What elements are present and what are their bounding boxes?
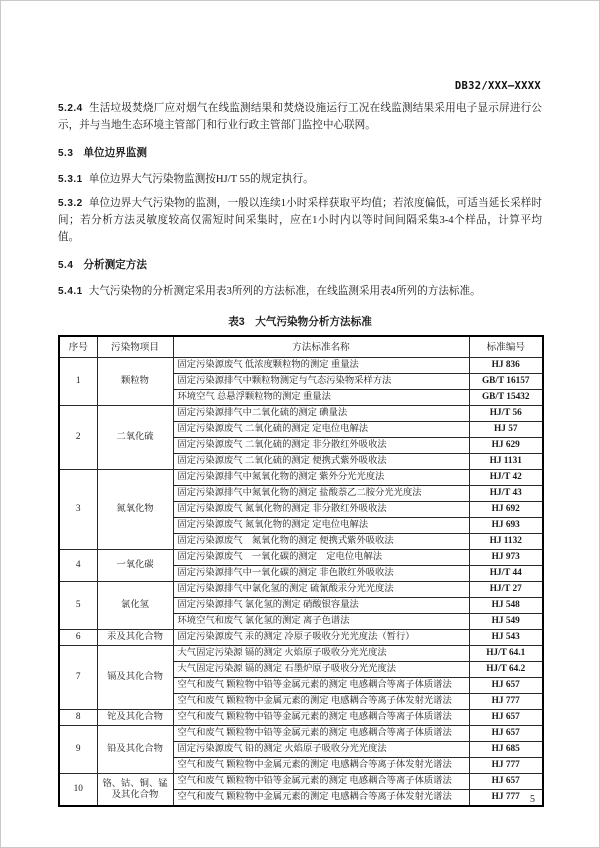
section-heading <box>58 145 542 162</box>
cell-method-name: 固定污染源废气 二氧化硫的测定 定电位电解法 <box>173 422 469 438</box>
cell-serial-number: 7 <box>59 646 97 710</box>
cell-serial-number: 10 <box>59 774 97 807</box>
cell-method-name: 固定污染源废气 低浓度颗粒物的测定 重量法 <box>173 358 469 374</box>
clause-number: 5.4 <box>58 260 74 271</box>
clause-number: 5.3 <box>58 148 74 159</box>
cell-method-name: 固定污染源废气 氮氧化物的测定 便携式紫外吸收法 <box>173 534 469 550</box>
cell-standard-code: HJ/T 44 <box>469 566 543 582</box>
cell-standard-code: HJ 777 <box>469 758 543 774</box>
clause-number: 5.4.1 <box>58 286 83 297</box>
clause-paragraph <box>58 171 542 188</box>
cell-method-name: 固定污染源废气 一氧化碳的测定 定电位电解法 <box>173 550 469 566</box>
cell-standard-code: HJ 836 <box>469 358 543 374</box>
cell-standard-code: HJ/T 64.2 <box>469 662 543 678</box>
cell-method-name: 固定污染源废气 二氧化硫的测定 非分散红外吸收法 <box>173 438 469 454</box>
cell-pollutant-name: 汞及其化合物 <box>97 630 173 646</box>
cell-method-name: 固定污染源废气 氮氧化物的测定 定电位电解法 <box>173 518 469 534</box>
cell-standard-code: GB/T 16157 <box>469 374 543 390</box>
table-row <box>59 726 543 742</box>
cell-method-name: 固定污染源废气 二氧化硫的测定 便携式紫外吸收法 <box>173 454 469 470</box>
section-heading <box>58 257 542 274</box>
cell-standard-code: HJ/T 56 <box>469 406 543 422</box>
cell-standard-code: HJ 777 <box>469 790 543 807</box>
document-body <box>58 100 542 807</box>
cell-method-name: 空气和废气 颗粒物中铅等金属元素的测定 电感耦合等离子体质谱法 <box>173 726 469 742</box>
clause-text: 单位边界监测 <box>83 147 147 159</box>
cell-standard-code: HJ 629 <box>469 438 543 454</box>
cell-pollutant-name: 一氧化碳 <box>97 550 173 582</box>
cell-method-name: 固定污染源排气中一氧化碳的测定 非色散红外吸收法 <box>173 566 469 582</box>
cell-standard-code: HJ 1132 <box>469 534 543 550</box>
cell-standard-code: HJ 1131 <box>469 454 543 470</box>
cell-standard-code: HJ 693 <box>469 518 543 534</box>
column-header-method: 方法标准名称 <box>173 336 469 358</box>
clause-text: 分析测定方法 <box>83 259 147 271</box>
cell-standard-code: HJ 657 <box>469 678 543 694</box>
cell-method-name: 空气和废气 颗粒物中铅等金属元素的测定 电感耦合等离子体质谱法 <box>173 710 469 726</box>
cell-standard-code: HJ 685 <box>469 742 543 758</box>
cell-standard-code: HJ/T 64.1 <box>469 646 543 662</box>
clauses-container <box>58 100 542 300</box>
cell-serial-number: 5 <box>59 582 97 630</box>
cell-standard-code: HJ/T 27 <box>469 582 543 598</box>
table-row <box>59 406 543 422</box>
cell-standard-code: HJ 549 <box>469 614 543 630</box>
cell-method-name: 固定污染源废气 氮氧化物的测定 非分散红外吸收法 <box>173 502 469 518</box>
cell-pollutant-name: 铬、钴、铜、锰及其化合物 <box>97 774 173 807</box>
cell-method-name: 固定污染源排气中颗粒物测定与气态污染物采样方法 <box>173 374 469 390</box>
analysis-methods-table <box>58 335 544 807</box>
table-row <box>59 582 543 598</box>
cell-standard-code: HJ 973 <box>469 550 543 566</box>
clause-text: 单位边界大气污染物监测按HJ/T 55的规定执行。 <box>88 174 314 185</box>
cell-pollutant-name: 铊及其化合物 <box>97 710 173 726</box>
table-row <box>59 358 543 374</box>
clause-paragraph <box>58 195 542 246</box>
cell-method-name: 固定污染源废气 铅的测定 火焰原子吸收分光光度法 <box>173 742 469 758</box>
cell-standard-code: HJ 657 <box>469 726 543 742</box>
cell-method-name: 空气和废气 颗粒物中金属元素的测定 电感耦合等离子体发射光谱法 <box>173 758 469 774</box>
cell-method-name: 空气和废气 颗粒物中金属元素的测定 电感耦合等离子体发射光谱法 <box>173 790 469 807</box>
cell-method-name: 大气固定污染源 镉的测定 火焰原子吸收分光光度法 <box>173 646 469 662</box>
clause-number: 5.2.4 <box>58 103 83 114</box>
table-row <box>59 630 543 646</box>
cell-serial-number: 1 <box>59 358 97 406</box>
clause-paragraph <box>58 283 542 300</box>
cell-serial-number: 3 <box>59 470 97 550</box>
cell-pollutant-name: 氯化氢 <box>97 582 173 630</box>
cell-pollutant-name: 镉及其化合物 <box>97 646 173 710</box>
page-number: 5 <box>530 794 535 805</box>
cell-standard-code: HJ 543 <box>469 630 543 646</box>
cell-method-name: 空气和废气 颗粒物中金属元素的测定 电感耦合等离子体发射光谱法 <box>173 694 469 710</box>
cell-pollutant-name: 二氧化硫 <box>97 406 173 470</box>
cell-standard-code: HJ 777 <box>469 694 543 710</box>
cell-standard-code: GB/T 15432 <box>469 390 543 406</box>
cell-method-name: 空气和废气 颗粒物中铅等金属元素的测定 电感耦合等离子体质谱法 <box>173 678 469 694</box>
column-header-pollutant: 污染物项目 <box>97 336 173 358</box>
cell-serial-number: 4 <box>59 550 97 582</box>
table-header-row <box>59 336 543 358</box>
table-row <box>59 550 543 566</box>
cell-method-name: 固定污染源排气中氮氧化物的测定 盐酸萘乙二胺分光光度法 <box>173 486 469 502</box>
cell-serial-number: 2 <box>59 406 97 470</box>
table-row <box>59 710 543 726</box>
cell-standard-code: HJ 57 <box>469 422 543 438</box>
cell-standard-code: HJ 657 <box>469 774 543 790</box>
clause-text: 生活垃圾焚烧厂应对烟气在线监测结果和焚烧设施运行工况在线监测结果采用电子显示屏进行公示，并与当地生态环境主管部门和行业行政主管部门监控中心联网。 <box>58 103 542 131</box>
cell-method-name: 固定污染源排气中氮氧化物的测定 紫外分光光度法 <box>173 470 469 486</box>
clause-number: 5.3.1 <box>58 174 83 185</box>
standard-code-header: DB32/XXX—XXXX <box>454 80 541 92</box>
cell-serial-number: 9 <box>59 726 97 774</box>
cell-standard-code: HJ/T 43 <box>469 486 543 502</box>
cell-serial-number: 8 <box>59 710 97 726</box>
cell-standard-code: HJ 657 <box>469 710 543 726</box>
clause-number: 5.3.2 <box>58 198 83 209</box>
cell-method-name: 固定污染源排气中二氧化硫的测定 碘量法 <box>173 406 469 422</box>
clause-text: 单位边界大气污染物的监测，一般以连续1小时采样获取平均值；若浓度偏低，可适当延长采样时间；若分析方法灵敏度较高仅需短时间采集时，应在1小时内以等时间间隔采集3-4个样品，计算平均值。 <box>58 198 542 243</box>
column-header-code: 标准编号 <box>469 336 543 358</box>
cell-method-name: 大气固定污染源 镉的测定 石墨炉原子吸收分光光度法 <box>173 662 469 678</box>
cell-serial-number: 6 <box>59 630 97 646</box>
cell-pollutant-name: 颗粒物 <box>97 358 173 406</box>
table3-title: 表3 大气污染物分析方法标准 <box>228 316 372 328</box>
table-row <box>59 774 543 790</box>
cell-standard-code: HJ 692 <box>469 502 543 518</box>
cell-method-name: 环境空气 总悬浮颗粒物的测定 重量法 <box>173 390 469 406</box>
cell-standard-code: HJ 548 <box>469 598 543 614</box>
cell-method-name: 固定污染源废气 汞的测定 冷原子吸收分光光度法（暂行） <box>173 630 469 646</box>
cell-method-name: 固定污染源排气中氯化氢的测定 硫氰酸汞分光光度法 <box>173 582 469 598</box>
table-row <box>59 470 543 486</box>
cell-standard-code: HJ/T 42 <box>469 470 543 486</box>
clause-paragraph <box>58 100 542 134</box>
cell-pollutant-name: 铅及其化合物 <box>97 726 173 774</box>
cell-method-name: 固定污染源排气 氯化氢的测定 硝酸银容量法 <box>173 598 469 614</box>
cell-method-name: 空气和废气 颗粒物中铅等金属元素的测定 电感耦合等离子体质谱法 <box>173 774 469 790</box>
cell-method-name: 环境空气和废气 氯化氢的测定 离子色谱法 <box>173 614 469 630</box>
cell-pollutant-name: 氮氧化物 <box>97 470 173 550</box>
clause-text: 大气污染物的分析测定采用表3所列的方法标准，在线监测采用表4所列的方法标准。 <box>88 286 481 297</box>
table-row <box>59 646 543 662</box>
column-header-no: 序号 <box>59 336 97 358</box>
